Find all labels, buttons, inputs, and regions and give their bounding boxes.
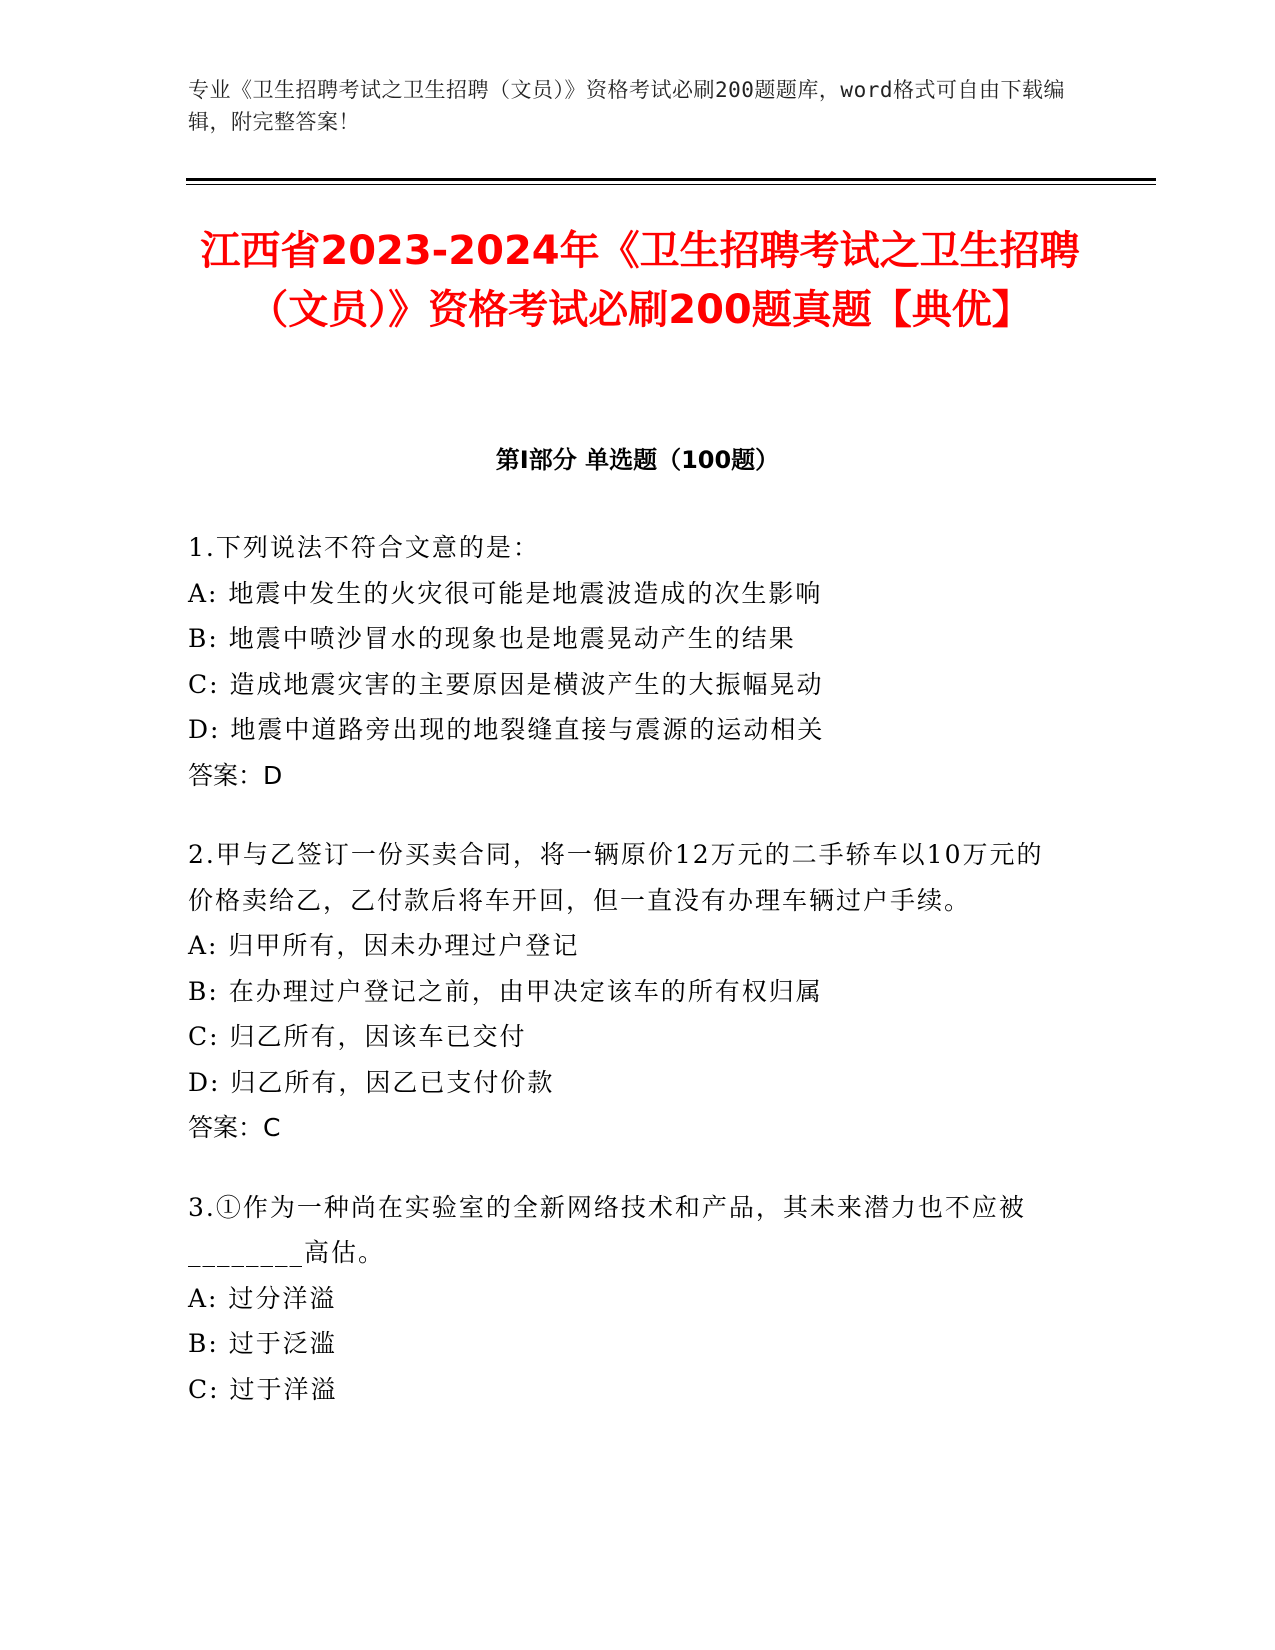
header-note: 专业《卫生招聘考试之卫生招聘（文员）》资格考试必刷200题题库，word格式可自由下载编辑，附完整答案！ — [188, 78, 1065, 134]
header-divider-thick — [186, 178, 1156, 181]
option-b: B: 在办理过户登记之前，由甲决定该车的所有权归属 — [188, 976, 823, 1006]
option-b: B: 地震中喷沙冒水的现象也是地震晃动产生的结果 — [188, 624, 796, 653]
option-c: C: 归乙所有，因该车已交付 — [188, 1022, 527, 1051]
option-a: A: 过分洋溢 — [188, 1283, 337, 1313]
question-2 — [188, 832, 1068, 1151]
question-list — [188, 525, 1068, 1446]
option-d: D: 归乙所有，因乙已支付价款 — [188, 1067, 555, 1097]
answer-line: 答案：C — [188, 1113, 281, 1142]
answer-line: 答案：D — [188, 760, 283, 790]
question-3 — [188, 1185, 1068, 1413]
question-stem: 2.甲与乙签订一份买卖合同，将一辆原价12万元的二手轿车以10万元的价格卖给乙，乙付款后将车开回，但一直没有办理车辆过户手续。 — [188, 840, 1044, 915]
option-c: C: 过于洋溢 — [188, 1374, 338, 1404]
option-b: B: 过于泛滥 — [188, 1329, 337, 1358]
option-d: D: 地震中道路旁出现的地裂缝直接与震源的运动相关 — [188, 715, 825, 744]
option-a: A: 地震中发生的火灾很可能是地震波造成的次生影响 — [188, 578, 823, 608]
question-1 — [188, 525, 1068, 798]
question-stem: 3.①作为一种尚在实验室的全新网络技术和产品，其未来潜力也不应被________高估。 — [188, 1192, 1026, 1267]
option-c: C: 造成地震灾害的主要原因是横波产生的大振幅晃动 — [188, 669, 824, 699]
page-title: 江西省2023-2024年《卫生招聘考试之卫生招聘（文员）》资格考试必刷200题真题【典优】 — [200, 228, 1080, 333]
option-a: A: 归甲所有，因未办理过户登记 — [188, 931, 580, 960]
header-divider-thin — [186, 184, 1156, 185]
section-title: 第Ⅰ部分 单选题（100题） — [495, 446, 780, 474]
question-stem: 1.下列说法不符合文意的是： — [188, 533, 540, 562]
